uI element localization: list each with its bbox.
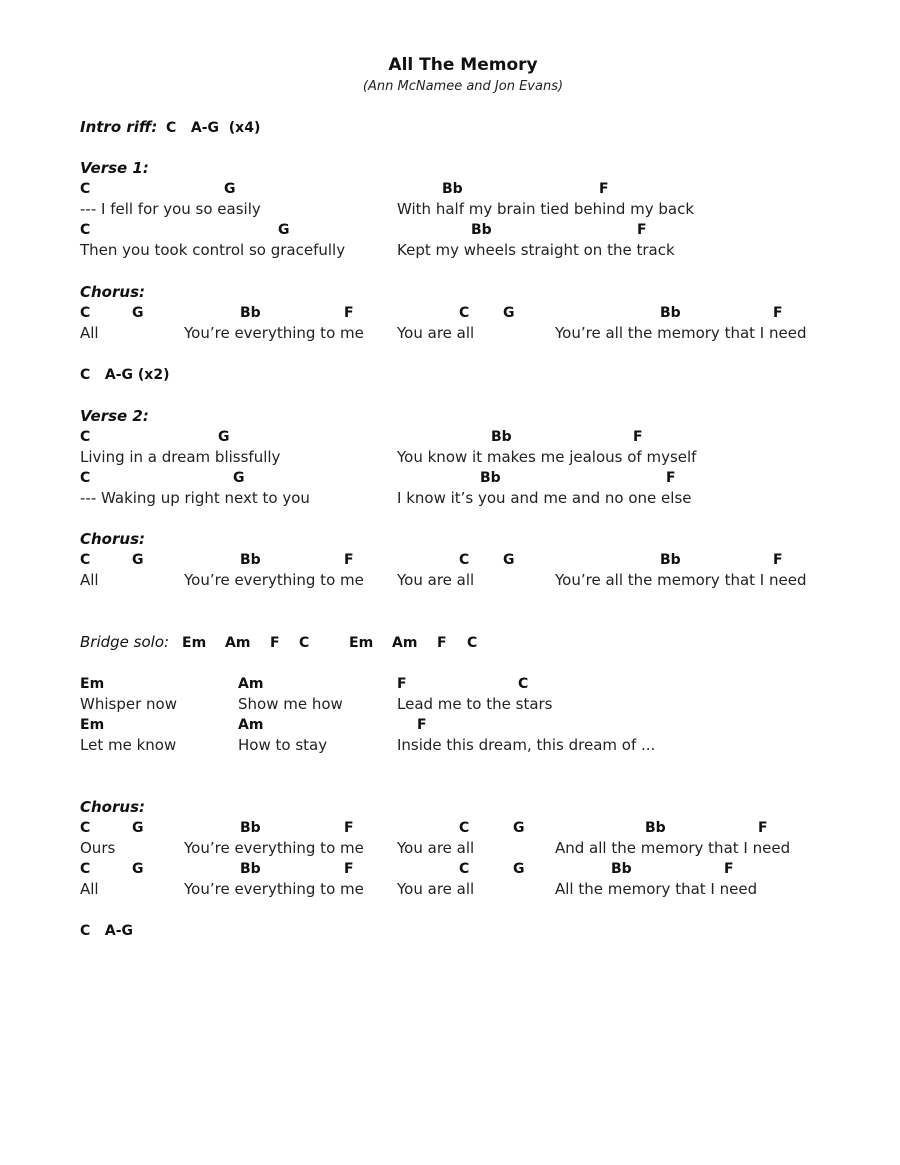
chord: G (503, 552, 515, 568)
chord: C (518, 676, 529, 692)
lyric: You’re everything to me (184, 880, 364, 898)
lyric: And all the memory that I need (555, 839, 791, 857)
chorus2-label: Chorus: (80, 530, 145, 548)
chord: F (417, 717, 427, 733)
lyric: You are all (397, 324, 475, 342)
chord: Am (238, 717, 264, 733)
chord: F (758, 820, 768, 836)
song-title: All The Memory (388, 55, 538, 75)
chord: C (459, 305, 470, 321)
chord: F (397, 676, 407, 692)
intro-label: Intro riff: (80, 118, 158, 136)
lyric: All the memory that I need (555, 880, 758, 898)
chord: C (80, 222, 91, 238)
chord: G (233, 470, 245, 486)
lyric: You’re all the memory that I need (555, 571, 807, 589)
chorus3-label: Chorus: (80, 798, 145, 816)
chord: Em (80, 676, 105, 692)
lyric: You’re all the memory that I need (555, 324, 807, 342)
chord: C (459, 861, 470, 877)
chord: G (132, 552, 144, 568)
chord: Bb (240, 861, 261, 877)
chord: Bb (240, 552, 261, 568)
chord: Bb (645, 820, 666, 836)
lyric: Let me know (80, 736, 177, 754)
lyric: All (80, 324, 99, 342)
chord: Em (80, 717, 105, 733)
lyric: You’re everything to me (184, 571, 364, 589)
chord: F (344, 820, 354, 836)
interlude-chords: C A-G (x2) (80, 367, 170, 383)
lyric: --- I fell for you so easily (80, 200, 261, 218)
chord: F (437, 635, 447, 651)
chord: F (666, 470, 676, 486)
chord: Bb (611, 861, 632, 877)
chord: Bb (471, 222, 492, 238)
chord: C (459, 820, 470, 836)
chord: F (270, 635, 280, 651)
lyric: Whisper now (80, 695, 177, 713)
chord: G (218, 429, 230, 445)
chord: G (278, 222, 290, 238)
chord: F (633, 429, 643, 445)
song-authors: (Ann McNamee and Jon Evans) (362, 79, 564, 94)
lyric: Then you took control so gracefully (80, 241, 346, 259)
chord: G (132, 861, 144, 877)
lyric: You’re everything to me (184, 839, 364, 857)
chord: C (80, 861, 91, 877)
lyric: Kept my wheels straight on the track (397, 241, 675, 259)
chord: G (513, 820, 525, 836)
chord: C (80, 305, 91, 321)
lyric: Living in a dream blissfully (80, 448, 281, 466)
chord: Bb (660, 552, 681, 568)
lyric: All (80, 571, 99, 589)
chord: G (224, 181, 236, 197)
lyric: How to stay (238, 736, 328, 754)
lyric: Lead me to the stars (397, 695, 553, 713)
chord: C (80, 429, 91, 445)
chord: G (132, 820, 144, 836)
chord: C (80, 470, 91, 486)
chord: F (344, 305, 354, 321)
intro-chords: C A-G (x4) (166, 120, 261, 136)
lyric: You are all (397, 571, 475, 589)
lyric: Ours (80, 839, 116, 857)
chord: F (773, 552, 783, 568)
chord: F (773, 305, 783, 321)
chord: Bb (442, 181, 463, 197)
chord: C (459, 552, 470, 568)
lyric: With half my brain tied behind my back (397, 200, 695, 218)
chord: C (80, 181, 91, 197)
chord: Bb (240, 820, 261, 836)
chord: Bb (660, 305, 681, 321)
outro-chords: C A-G (80, 923, 134, 939)
lyric: --- Waking up right next to you (80, 489, 310, 507)
chorus1-label: Chorus: (80, 283, 145, 301)
lyric: You are all (397, 839, 475, 857)
chord: F (344, 552, 354, 568)
verse2-label: Verse 2: (80, 407, 149, 425)
chord: C (467, 635, 478, 651)
chord: G (513, 861, 525, 877)
chord: C (299, 635, 310, 651)
lyric: I know it’s you and me and no one else (397, 489, 692, 507)
chord: G (503, 305, 515, 321)
lyric: Show me how (238, 695, 343, 713)
chord: Am (238, 676, 264, 692)
chord: F (599, 181, 609, 197)
chord: F (637, 222, 647, 238)
chord: C (80, 552, 91, 568)
chord: G (132, 305, 144, 321)
chord: Em (182, 635, 207, 651)
lyric: Inside this dream, this dream of ... (397, 736, 656, 754)
verse1-label: Verse 1: (80, 159, 149, 177)
chord: Bb (240, 305, 261, 321)
chord: Bb (480, 470, 501, 486)
chord: Bb (491, 429, 512, 445)
chord: Am (225, 635, 251, 651)
lyric: All (80, 880, 99, 898)
chord: F (724, 861, 734, 877)
lyric: You are all (397, 880, 475, 898)
chord: Em (349, 635, 374, 651)
chord: F (344, 861, 354, 877)
bridge-solo-label: Bridge solo: (80, 633, 170, 651)
lyric: You’re everything to me (184, 324, 364, 342)
chord: Am (392, 635, 418, 651)
lyric: You know it makes me jealous of myself (397, 448, 697, 466)
chord: C (80, 820, 91, 836)
